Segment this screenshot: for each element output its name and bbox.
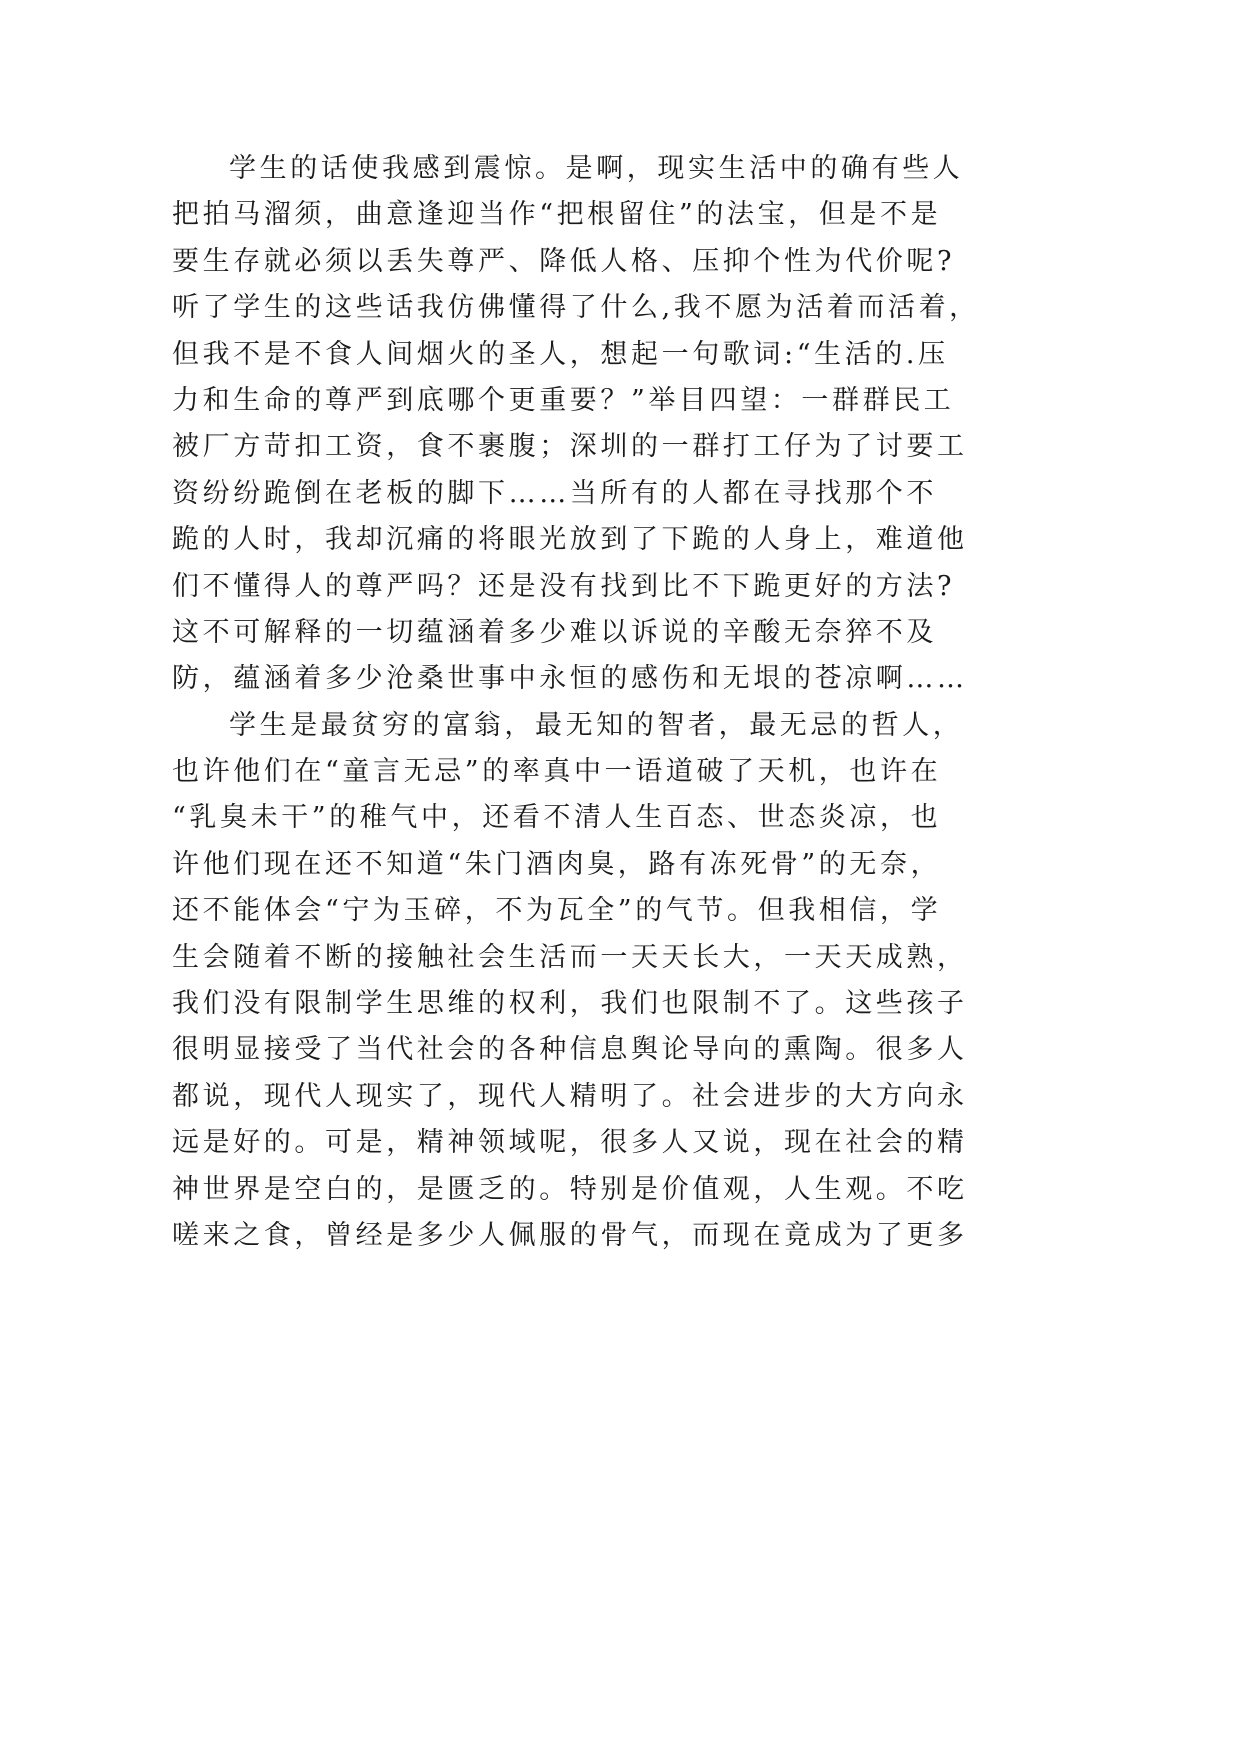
text-line: 学生的话使我感到震惊。是啊，现实生活中的确有些人: [229, 153, 964, 184]
text-line: 听了学生的这些话我仿佛懂得了什么,我不愿为活着而活着，: [172, 292, 980, 324]
text-line: 神世界是空白的，是匮乏的。特别是价值观，人生观。不吃: [172, 1173, 968, 1205]
text-line: 被厂方苛扣工资，食不裹腹；深圳的一群打工仔为了讨要工: [172, 431, 968, 463]
text-line: 许他们现在还不知道“朱门酒肉臭，路有冻死骨”的无奈，: [172, 848, 942, 880]
text-line: 嗟来之食，曾经是多少人佩服的骨气，而现在竟成为了更多: [172, 1219, 968, 1251]
text-line: 都说，现代人现实了，现代人精明了。社会进步的大方向永: [172, 1080, 968, 1112]
text-line: 们不懂得人的尊严吗？还是没有找到比不下跪更好的方法?: [172, 570, 956, 602]
paragraph-1: [172, 146, 980, 703]
body-text: [172, 146, 980, 1259]
text-line: 还不能体会“宁为玉碎，不为瓦全”的气节。但我相信，学: [172, 895, 942, 927]
text-line: 生会随着不断的接触社会生活而一天天长大，一天天成熟，: [172, 941, 968, 973]
paragraph-2: [172, 703, 968, 1260]
text-line: 要生存就必须以丢失尊严、降低人格、压抑个性为代价呢?: [172, 245, 956, 277]
text-line: 防，蕴涵着多少沧桑世事中永恒的感伤和无垠的苍凉啊……: [172, 663, 968, 695]
text-line: 但我不是不食人间烟火的圣人，想起一句歌词:“生活的.压: [172, 338, 949, 370]
text-line: 把拍马溜须，曲意逢迎当作“把根留住”的法宝，但是不是: [172, 199, 942, 231]
text-line: 学生是最贫穷的富翁，最无知的智者，最无忌的哲人，: [229, 709, 964, 741]
text-line: 跪的人时，我却沉痛的将眼光放到了下跪的人身上，难道他: [172, 524, 968, 556]
text-line: 资纷纷跪倒在老板的脚下……当所有的人都在寻找那个不: [172, 477, 937, 509]
text-line: 我们没有限制学生思维的权利，我们也限制不了。这些孩子: [172, 988, 968, 1020]
text-line: 这不可解释的一切蕴涵着多少难以诉说的辛酸无奈猝不及: [172, 616, 937, 648]
text-line: “乳臭未干”的稚气中，还看不清人生百态、世态炎凉，也: [172, 802, 942, 834]
text-line: 也许他们在“童言无忌”的率真中一语道破了天机，也许在: [172, 756, 942, 788]
text-line: 远是好的。可是，精神领域呢，很多人又说，现在社会的精: [172, 1127, 968, 1159]
text-line: 力和生命的尊严到底哪个更重要？”举目四望：一群群民工: [172, 384, 955, 416]
text-line: 很明显接受了当代社会的各种信息舆论导向的熏陶。很多人: [172, 1034, 968, 1066]
